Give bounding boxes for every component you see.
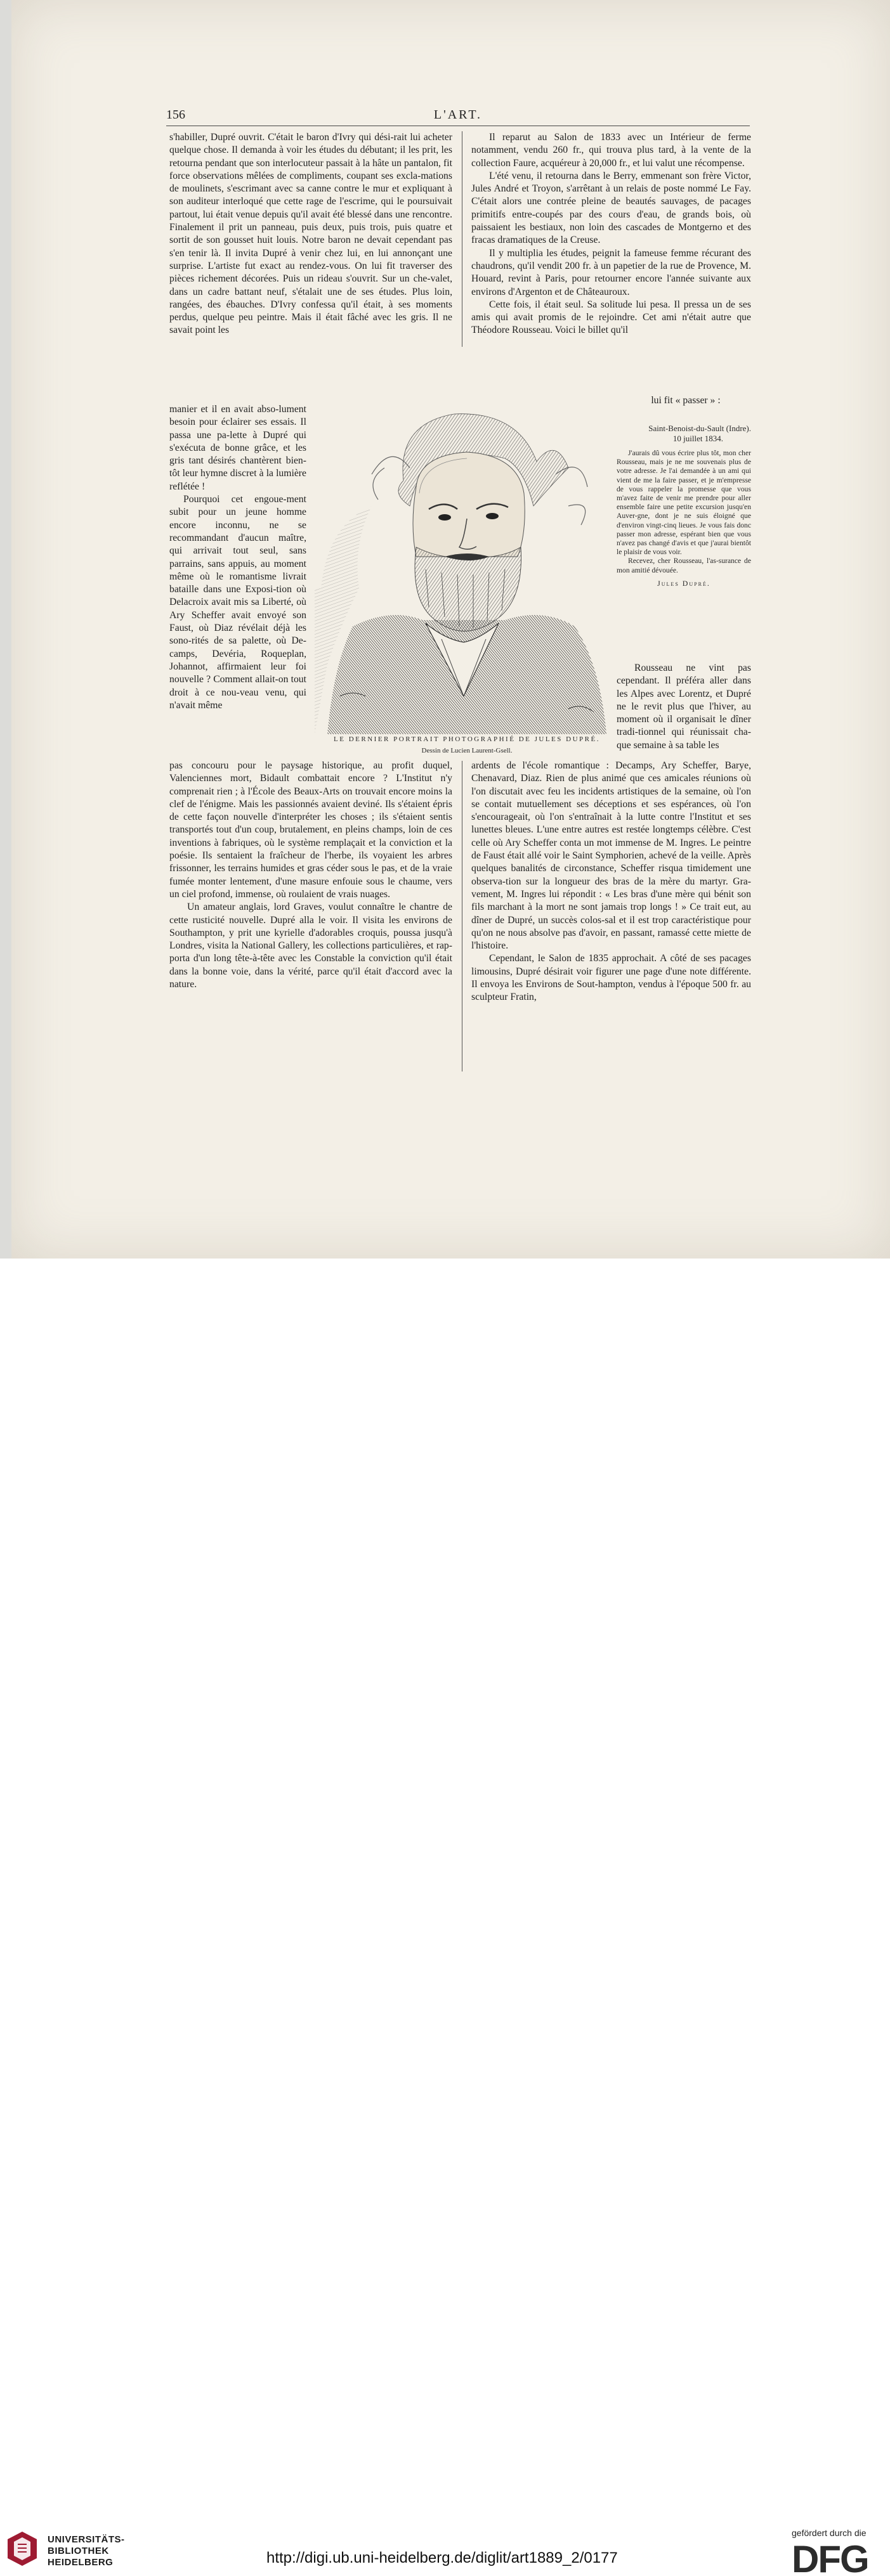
portrait-caption (320, 735, 613, 754)
library-line: HEIDELBERG (48, 2557, 114, 2568)
left-column-top (169, 131, 452, 337)
paragraph: L'été venu, il retourna dans le Berry, emmenant son frère Victor, Jules André et Troyon, s'arrêtant à un relais de poste nommé Le Fay. C'était alors une contrée pleine de beautés sauvages, de pacages primitifs entre-coupés par des cours d'eau, de grands bois, où paissaient les bestiaux, non loin des cascades de Montgerno et des fracas dramatiques de la Creuse. (471, 170, 751, 246)
running-head (166, 108, 750, 123)
paragraph: Rousseau ne vint pas cependant. Il préféra aller dans les Alpes avec Lorentz, et Dupré ne le revit plus que l'hiver, au moment où il organisait le dîner tradi-tionnel qui réunissait cha-que semaine à sa table les (617, 663, 751, 751)
page-number: 156 (166, 108, 185, 122)
paragraph: ardents de l'école romantique : Decamps, Ary Scheffer, Barye, Chenavard, Diaz. Rien de plus animé que ces amicales réunions où l'on discutait avec feu les incidents artistiques de la semaine, où l'on se contait mutuellement ses déceptions et ses espérances, où l'on s'encourageait, où l'on s'entraînait à la lutte contre l'Institut et ses lunettes bleues. L'une entre autres est restée longtemps célèbre. C'est celle où Ary Scheffer conta un mot immense de M. Ingres. Le peintre de Faust était allé voir le Saint Symphorien, achevé de la veille. Après quelques banalités de circonstance, Scheffer risqua timidement une observa-tion sur la longueur des bras de la mère du martyr. Gra-vement, M. Ingres lui répondit : « Les bras d'une mère qui bénit son fils marchant à la mort ne sont jamais trop longs ! » Ce trait eut, au dîner de Dupré, un succès colos-sal et il est trop caractéristique pour qu'on ne nous absolve pas d'avoir, en passant, ramassé cette miette de l'histoire. (471, 760, 751, 952)
right-column-narrow (617, 662, 751, 752)
digitization-footer (0, 1259, 890, 2576)
library-line: BIBLIOTHEK (48, 2546, 109, 2556)
portrait-engraving (315, 398, 610, 734)
paragraph: Il y multiplia les études, peignit la fameuse femme récurant des chaudrons, qu'il vendit 200 fr. à un papetier de la rue de Provence, M. Houard, revint à Paris, pour retourner encore l'année suivante aux environs d'Argenton et de Châteauroux. (471, 247, 751, 297)
paragraph: Cette fois, il était seul. Sa solitude lui pesa. Il pressa un de ses amis qui avait promis de le rejoindre. Cet ami n'était autre que Théodore Rousseau. Voici le billet qu'il (471, 299, 751, 336)
paragraph: Cependant, le Salon de 1835 approchait. A côté de ses pacages limousins, Dupré désirait voir figurer une page d'une note différente. Il envoya les Environs de Sout-hampton, vendus à l'époque 500 fr. au sculpteur Fratin, (471, 953, 751, 1003)
paragraph: pas concouru pour le paysage historique, au profit duquel, Valenciennes mort, Bidault combattait encore ? L'Institut n'y comprenait rien ; à l'École des Beaux-Arts on trouvait encore moins la clef de l'énigme. Mais les passionnés avaient deviné. Ils s'étaient épris de cette façon nouvelle d'interpréter les choses ; ils s'étaient sentis transportés tout d'un coup, brutalement, en pleins champs, loin de ces inventions à fabriques, où le système remplaçait et la conviction et la poésie. Ils sentaient la fraîcheur de l'herbe, ils voyaient les arbres frissonner, les terrains humides et gras céder sous le pas, et de la vraie fumée monter lentement, d'une masure enfouie sous le chaume, vers un ciel profond, immense, où roulaient de vrais nuages. (169, 760, 452, 900)
letter-body: J'aurais dû vous écrire plus tôt, mon cher Rousseau, mais je ne me souvenais plus de votre adresse. Je l'ai demandée à un ami qui vient de me la faire passer, et je m'empresse de vous rappeler la promesse que vous m'avez faite de venir me prendre pour aller ensemble faire une petite excursion jusqu'en Auver-gne, dont je ne suis éloigné que d'environ vingt-cinq lieues. Je vous fais donc passer mon adresse, espérant bien que vous n'avez pas changé d'avis et que j'aurai bientôt le plaisir de vous voir. (617, 449, 751, 557)
letter-place: Saint-Benoist-du-Sault (Indre). (648, 424, 751, 433)
paragraph: manier et il en avait abso-lument besoin pour éclairer ses essais. Il passa une pa-lette à Dupré qui s'exécuta de bonne grâce, et les gris tant désirés chantèrent bien-tôt leur hymne discret à la lumière reflétée ! (169, 404, 306, 492)
journal-title: L'ART. (433, 108, 483, 122)
right-column-top (471, 131, 751, 337)
right-column-bottom (471, 760, 751, 1004)
paragraph: Pourquoi cet engoue-ment subit pour un jeune homme encore inconnu, ne se recommandant d'aucun maître, qui arrivait tout seul, sans parrains, sans appuis, au moment même où le romantisme livrait bataille dans une Exposi-tion où Delacroix avait mis sa Liberté, où Ary Scheffer avait envoyé son Faust, où Diaz révélait déjà les sono-rités de sa palette, où De-camps, Devéria, Roqueplan, Johannot, affirmaient leur foi nouvelle ? Comment allait-on tout droit à ce nou-veau venu, qui n'avait même (169, 494, 306, 711)
paragraph: Il reparut au Salon de 1833 avec un Intérieur de ferme notamment, vendu 260 fr., qui trouva plus tard, à la vente de la collection Faure, acquéreur à 20,000 fr., et lui valut une récompense. (471, 132, 751, 169)
letter-closing: Recevez, cher Rousseau, l'as-surance de mon amitié dévouée. (617, 557, 751, 574)
permalink-url[interactable]: http://digi.ub.uni-heidelberg.de/diglit/art1889_2/0177 (266, 2549, 618, 2566)
letter-signature: Jules Dupré. (657, 578, 710, 588)
left-column-bottom (169, 760, 452, 991)
caption-credit: Dessin de Lucien Laurent-Gsell. (421, 747, 513, 754)
university-library-logo-icon (6, 2530, 38, 2567)
paragraph: s'habiller, Dupré ouvrit. C'était le baron d'Ivry qui dési-rait lui acheter quelque chose. Il demanda à voir les études du débutant; il les prit, les retourna pendant que son interlocuteur passait à la hâte un pantalon, fit force observations mêlées de compliments, coupant ses excla-mations de moulinets, s'escrimant avec sa canne contre le mur et expliquant à son auditeur interloqué que cette rage de l'escrime, qui le poursuivait partout, lui était venue depuis qu'il avait été blessé dans une rencontre. Finalement il prit un panneau, puis deux, puis trois, puis quatre et sortit de son gousset huit louis. Notre baron ne devait cependant pas s'en tenir là. Il invita Dupré à venir chez lui, en lui annonçant une surprise. L'artiste fut exact au rendez-vous. On lui fit traverser des pièces richement décorées. Puis un rideau s'ouvrit. Sur un che-valet, dans un cadre battant neuf, s'étalait une de ses études. Plus loin, rangées, des ébauches. D'Ivry confessa qu'il était, à ses moments perdus, quelque peu peintre. Mais il était fâché avec les gris. Il ne savait point les (169, 132, 452, 336)
scanned-page (0, 0, 890, 1259)
dfg-logo-icon (792, 2540, 880, 2576)
library-line: UNIVERSITÄTS- (48, 2534, 125, 2545)
sponsor-text: gefördert durch die (792, 2528, 867, 2538)
library-name (48, 2534, 125, 2568)
paragraph: Un amateur anglais, lord Graves, voulut connaître le chantre de cette rusticité nouvelle. Dupré alla le voir. Il visita les environs de Southampton, y prit une kyrielle d'adorables croquis, poussa jusqu'à Londres, visita la National Gallery, les collections particulières, et rap-porta d'un long tête-à-tête avec les Constable la conviction qu'il était dans la bonne voie, dans la vérité, parce qu'il était d'accord avec la nature. (169, 902, 452, 990)
svg-text:DFG: DFG (792, 2540, 868, 2576)
left-column-narrow (169, 403, 306, 712)
letter-intro: lui fit « passer » : (651, 395, 721, 406)
quoted-letter (617, 424, 751, 588)
caption-title: LE DERNIER PORTRAIT PHOTOGRAPHIÉ DE JULES DUPRÉ. (334, 735, 600, 743)
letter-date: 10 juillet 1834. (672, 434, 723, 443)
